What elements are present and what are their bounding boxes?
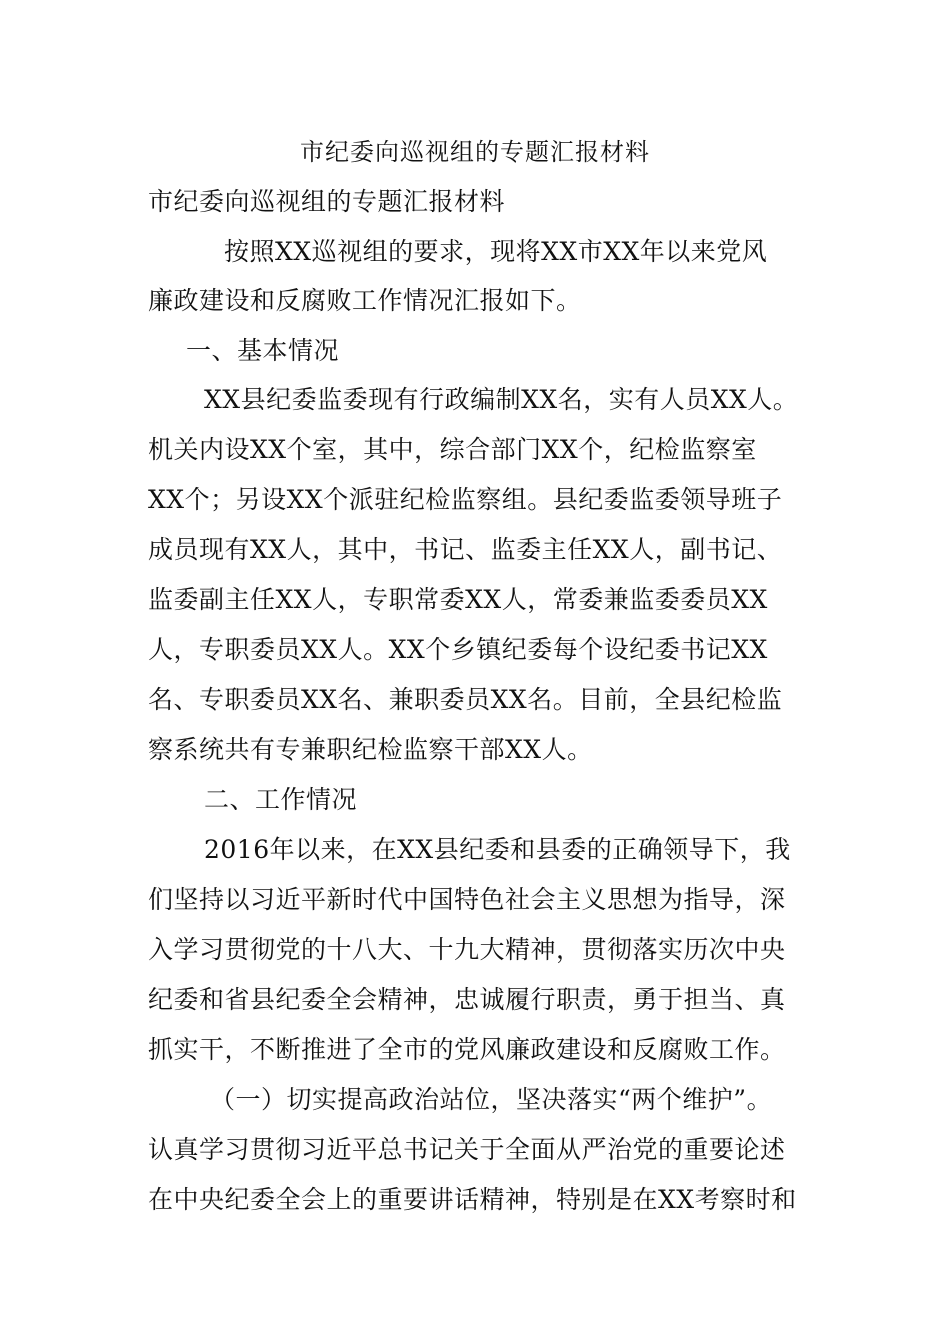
work-line-1: 2016年以来，在XX县纪委和县委的正确领导下，我 xyxy=(204,835,791,864)
basic-line-4: 成员现有XX人，其中，书记、监委主任XX人，副书记、 xyxy=(148,535,783,564)
work-line-5: 抓实干，不断推进了全市的党风廉政建设和反腐败工作。 xyxy=(148,1035,786,1064)
basic-line-8: 察系统共有专兼职纪检监察干部XX人。 xyxy=(148,735,593,764)
work-line-2: 们坚持以习近平新时代中国特色社会主义思想为指导，深 xyxy=(148,885,786,914)
basic-line-7: 名、专职委员XX名、兼职委员XX名。目前，全县纪检监 xyxy=(148,685,783,714)
basic-line-3: XX个；另设XX个派驻纪检监察组。县纪委监委领导班子 xyxy=(148,485,783,514)
intro-line-2: 廉政建设和反腐败工作情况汇报如下。 xyxy=(148,286,582,315)
basic-line-6: 人，专职委员XX人。XX个乡镇纪委每个设纪委书记XX xyxy=(148,635,768,664)
subsection-heading-1: （一）切实提高政治站位，坚决落实“两个维护”。 xyxy=(210,1085,773,1114)
subsection-line-2: 在中央纪委全会上的重要讲话精神，特别是在XX考察时和 xyxy=(148,1185,797,1214)
work-line-3: 入学习贯彻党的十八大、十九大精神，贯彻落实历次中央 xyxy=(148,935,786,964)
document-title: 市纪委向巡视组的专题汇报材料 xyxy=(300,138,650,166)
section-heading-basic: 一、基本情况 xyxy=(186,336,340,365)
subsection-line-1: 认真学习贯彻习近平总书记关于全面从严治党的重要论述 xyxy=(148,1135,786,1164)
basic-line-5: 监委副主任XX人，专职常委XX人，常委兼监委委员XX xyxy=(148,585,768,614)
basic-line-2: 机关内设XX个室，其中，综合部门XX个，纪检监察室 xyxy=(148,435,757,464)
intro-line-1: 按照XX巡视组的要求，现将XX市XX年以来党风 xyxy=(224,237,768,266)
basic-line-1: XX县纪委监委现有行政编制XX名，实有人员XX人。 xyxy=(204,385,799,414)
work-line-4: 纪委和省县纪委全会精神，忠诚履行职责，勇于担当、真 xyxy=(148,985,786,1014)
section-heading-work: 二、工作情况 xyxy=(204,785,358,814)
subtitle-line: 市纪委向巡视组的专题汇报材料 xyxy=(148,187,506,216)
